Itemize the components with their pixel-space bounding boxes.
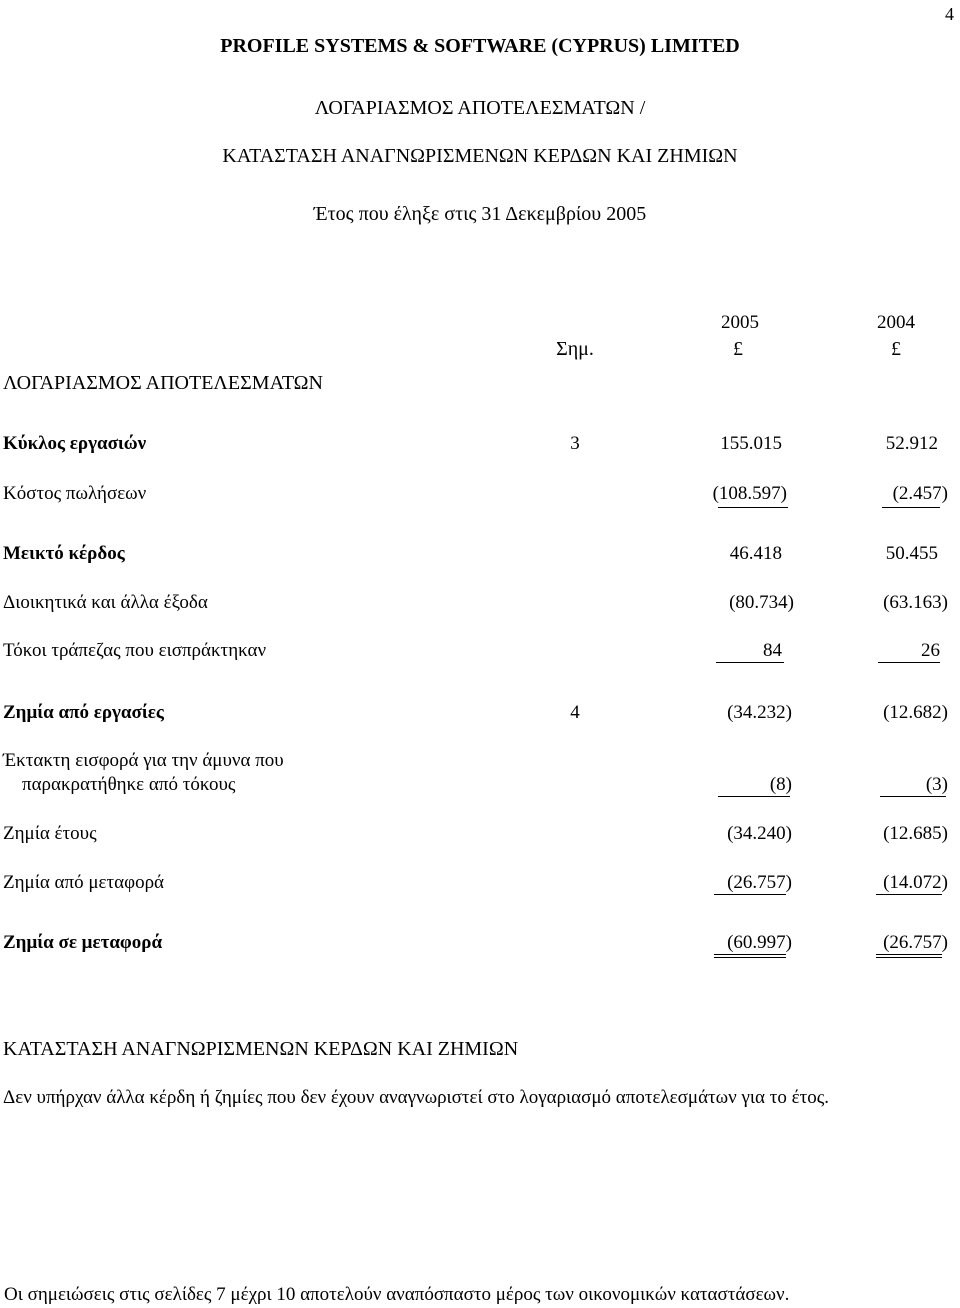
column-header-2005: 2005 [721, 312, 759, 333]
period-label: Έτος που έληξε στις 31 Δεκεμβρίου 2005 [313, 203, 647, 225]
row-2005-operating-loss: (34.232) [727, 702, 792, 723]
underline-2004 [878, 662, 940, 663]
company-name: PROFILE SYSTEMS & SOFTWARE (CYPRUS) LIMITED [220, 35, 740, 57]
row-label-gross-profit: Μεικτό κέρδος [3, 543, 125, 564]
double-underline-2005 [714, 954, 786, 955]
double-underline-2004 [876, 957, 942, 958]
column-header-2004: 2004 [877, 312, 915, 333]
row-2005-loss-for-year: (34.240) [727, 823, 792, 844]
recognised-gains-heading: ΚΑΤΑΣΤΑΣΗ ΑΝΑΓΝΩΡΙΣΜΕΝΩΝ ΚΕΡΔΩΝ ΚΑΙ ΖΗΜΙΩΝ [3, 1038, 519, 1060]
row-label-defence-line2: παρακρατήθηκε από τόκους [22, 774, 236, 795]
page-number: 4 [945, 4, 954, 24]
row-2004-defence: (3) [925, 774, 948, 795]
statement-title-line2: ΚΑΤΑΣΤΑΣΗ ΑΝΑΓΝΩΡΙΣΜΕΝΩΝ ΚΕΡΔΩΝ ΚΑΙ ΖΗΜΙΩΝ [222, 145, 738, 167]
underline-2005 [718, 507, 788, 508]
underline-2004 [880, 796, 946, 797]
row-2004-loss-brought-forward: (14.072) [883, 872, 948, 893]
row-label-loss-for-year: Ζημία έτους [3, 823, 97, 844]
row-label-turnover: Κύκλος εργασιών [3, 433, 147, 454]
row-2004-operating-loss: (12.682) [883, 702, 948, 723]
underline-2004 [876, 894, 942, 895]
row-2004-gross-profit: 50.455 [885, 543, 938, 564]
underline-2005 [716, 662, 784, 663]
underline-2005 [718, 796, 790, 797]
row-2005-cost-of-sales: (108.597) [712, 483, 787, 504]
double-underline-2005 [714, 957, 786, 958]
row-note-operating-loss: 4 [570, 702, 580, 723]
row-label-operating-loss: Ζημία από εργασίες [3, 702, 164, 723]
row-2004-cost-of-sales: (2.457) [892, 483, 948, 504]
row-2004-bank-interest: 26 [921, 640, 940, 661]
row-label-admin-expenses: Διοικητικά και άλλα έξοδα [3, 592, 208, 613]
row-2005-gross-profit: 46.418 [729, 543, 782, 564]
row-2004-loss-carried-forward: (26.757) [883, 932, 948, 953]
row-2005-turnover: 155.015 [720, 433, 782, 454]
currency-2004: £ [891, 338, 901, 360]
underline-2004 [882, 507, 940, 508]
row-2005-loss-brought-forward: (26.757) [727, 872, 792, 893]
footnote: Οι σημειώσεις στις σελίδες 7 μέχρι 10 αποτελούν αναπόσπαστο μέρος των οικονομικών καταστάσεων. [4, 1284, 790, 1305]
recognised-gains-text: Δεν υπήρχαν άλλα κέρδη ή ζημίες που δεν έχουν αναγνωριστεί στο λογαριασμό αποτελεσμάτων για το έτος. [3, 1087, 830, 1108]
underline-2005 [714, 894, 786, 895]
row-label-loss-carried-forward: Ζημία σε μεταφορά [3, 932, 163, 953]
statement-title-line1: ΛΟΓΑΡΙΑΣΜΟΣ ΑΠΟΤΕΛΕΣΜΑΤΩΝ / [314, 97, 646, 119]
row-2004-turnover: 52.912 [885, 433, 938, 454]
row-2004-loss-for-year: (12.685) [883, 823, 948, 844]
row-label-bank-interest: Τόκοι τράπεζας που εισπράκτηκαν [3, 640, 267, 661]
row-2005-bank-interest: 84 [763, 640, 782, 661]
row-2005-loss-carried-forward: (60.997) [727, 932, 792, 953]
row-2005-defence: (8) [769, 774, 792, 795]
income-statement-heading: ΛΟΓΑΡΙΑΣΜΟΣ ΑΠΟΤΕΛΕΣΜΑΤΩΝ [3, 372, 323, 394]
row-note-turnover: 3 [570, 433, 580, 454]
row-2004-admin-expenses: (63.163) [883, 592, 948, 613]
column-header-note: Σημ. [556, 338, 594, 360]
double-underline-2004 [876, 954, 942, 955]
row-label-loss-brought-forward: Ζημία από μεταφορά [3, 872, 164, 893]
row-label-cost-of-sales: Κόστος πωλήσεων [3, 483, 147, 504]
row-2005-admin-expenses: (80.734) [729, 592, 794, 613]
currency-2005: £ [733, 338, 743, 360]
row-label-defence-line1: Έκτακτη εισφορά για την άμυνα που [3, 750, 284, 771]
